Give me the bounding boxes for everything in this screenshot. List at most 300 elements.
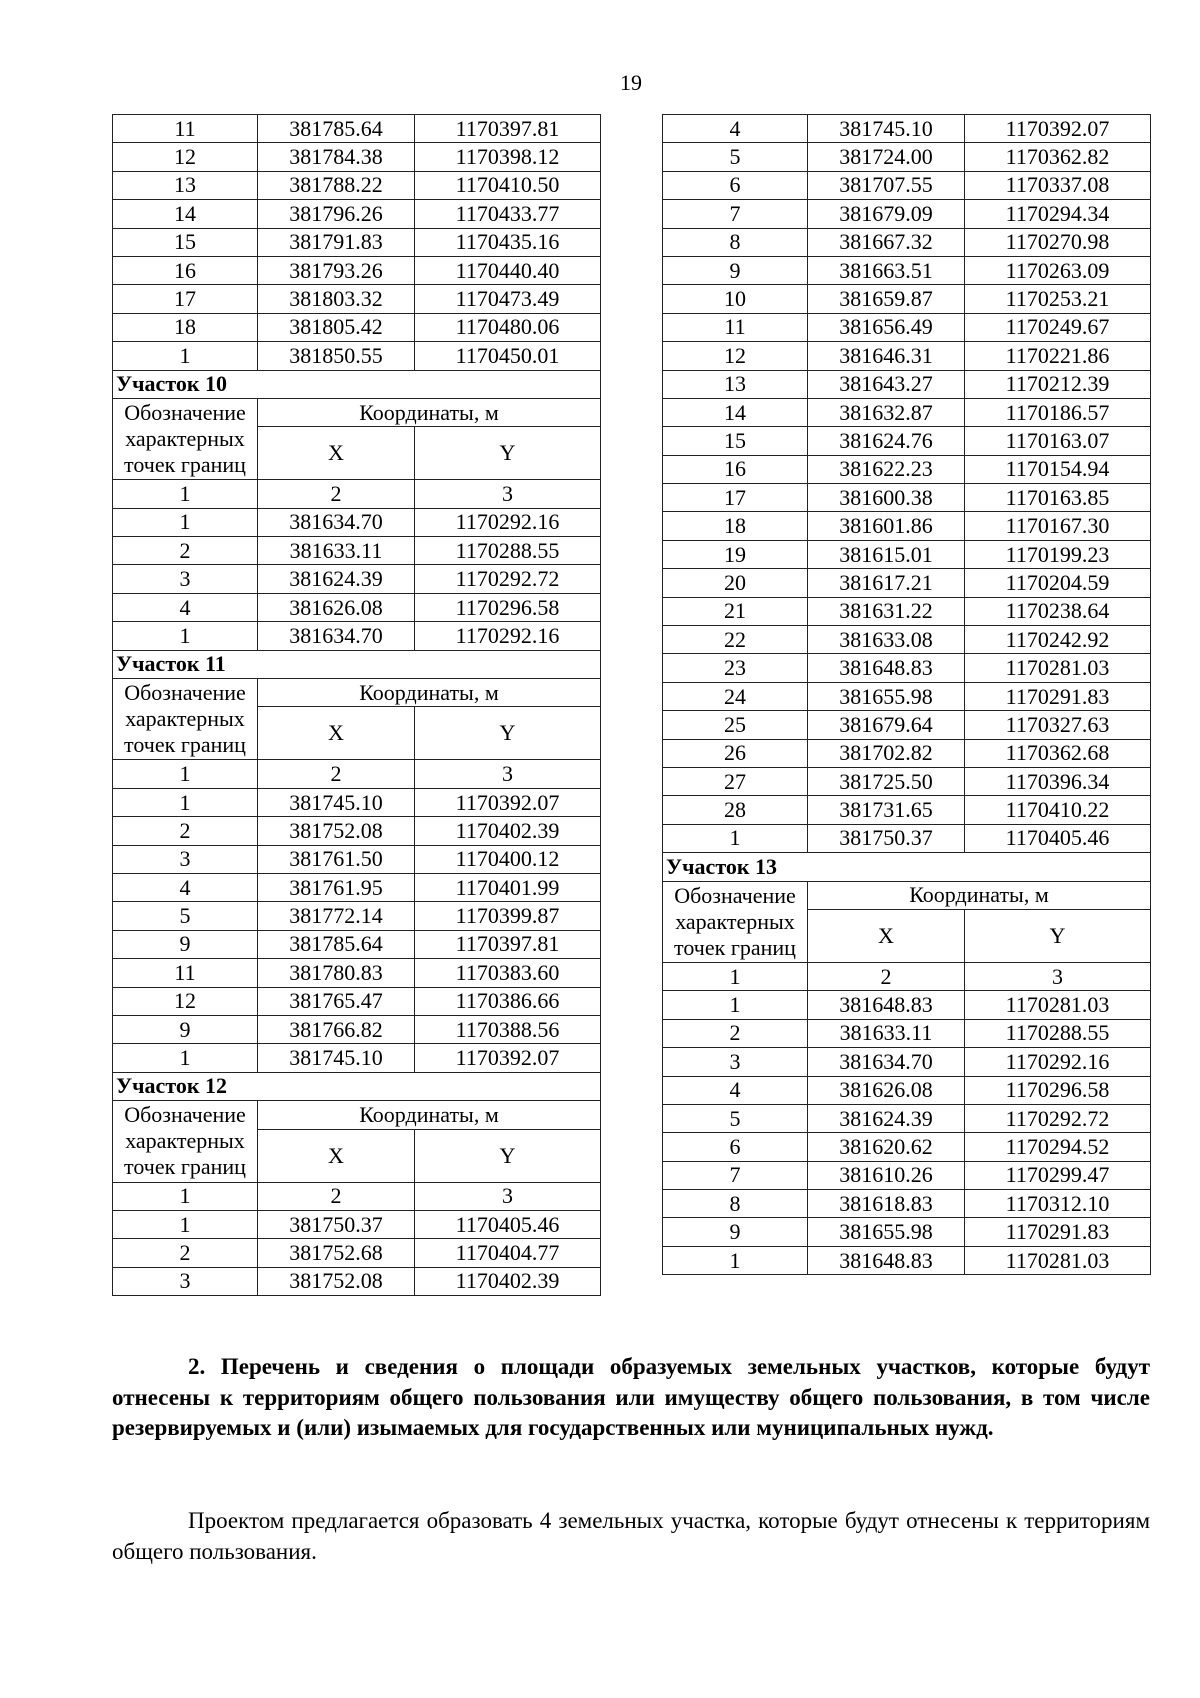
point-id: 4 (113, 593, 258, 621)
point-id: 12 (113, 987, 258, 1015)
table-row (113, 342, 601, 370)
y-coordinate: 1170435.16 (415, 228, 601, 256)
y-coordinate: 1170299.47 (965, 1161, 1151, 1189)
x-coordinate: 381601.86 (808, 512, 965, 540)
point-id: 9 (663, 256, 808, 284)
header-row (663, 881, 1151, 909)
x-coordinate: 381752.68 (258, 1239, 415, 1267)
column-number: 2 (258, 480, 415, 508)
y-coordinate: 1170362.82 (965, 143, 1151, 171)
table-row (113, 1267, 601, 1295)
y-coordinate: 1170296.58 (415, 593, 601, 621)
point-id: 9 (113, 1015, 258, 1043)
y-coordinate: 1170392.07 (415, 1044, 601, 1072)
x-coordinate: 381656.49 (808, 313, 965, 341)
table-row (113, 930, 601, 958)
x-coordinate: 381667.32 (808, 228, 965, 256)
y-coordinate: 1170204.59 (965, 569, 1151, 597)
y-coordinate: 1170410.50 (415, 171, 601, 199)
table-row (113, 593, 601, 621)
point-id: 21 (663, 597, 808, 625)
x-coordinate: 381805.42 (258, 313, 415, 341)
y-coordinate: 1170362.68 (965, 739, 1151, 767)
point-id: 13 (113, 171, 258, 199)
x-coordinate: 381750.37 (258, 1210, 415, 1238)
y-coordinate: 1170410.22 (965, 796, 1151, 824)
y-coordinate: 1170163.07 (965, 427, 1151, 455)
x-coordinate: 381624.39 (808, 1104, 965, 1132)
x-coordinate: 381634.70 (808, 1048, 965, 1076)
table-row (663, 1104, 1151, 1132)
x-coordinate: 381622.23 (808, 455, 965, 483)
x-coordinate: 381725.50 (808, 767, 965, 795)
x-coordinate: 381620.62 (808, 1133, 965, 1161)
table-row (663, 626, 1151, 654)
point-id: 1 (663, 991, 808, 1019)
x-coordinate: 381788.22 (258, 171, 415, 199)
point-id: 18 (663, 512, 808, 540)
column-number: 3 (415, 480, 601, 508)
y-coordinate: 1170270.98 (965, 228, 1151, 256)
table-row (663, 398, 1151, 426)
table-row (663, 824, 1151, 852)
y-coordinate: 1170440.40 (415, 256, 601, 284)
column-number: 1 (113, 1182, 258, 1210)
coordinates-table-left (112, 114, 601, 1296)
point-id: 3 (113, 565, 258, 593)
y-coordinate: 1170292.72 (415, 565, 601, 593)
table-row (663, 256, 1151, 284)
x-coordinate: 381600.38 (808, 484, 965, 512)
point-id: 16 (663, 455, 808, 483)
table-row (663, 455, 1151, 483)
table-row (663, 1076, 1151, 1104)
x-coordinate: 381633.11 (258, 537, 415, 565)
table-row (663, 1218, 1151, 1246)
x-header: X (258, 707, 415, 760)
point-id: 23 (663, 654, 808, 682)
x-coordinate: 381648.83 (808, 1246, 965, 1274)
table-row (663, 512, 1151, 540)
table-row (663, 1161, 1151, 1189)
y-coordinate: 1170253.21 (965, 285, 1151, 313)
x-coordinate: 381702.82 (808, 739, 965, 767)
x-coordinate: 381679.09 (808, 200, 965, 228)
point-id: 1 (113, 342, 258, 370)
point-id: 15 (113, 228, 258, 256)
point-id: 2 (113, 817, 258, 845)
column-number-row (113, 760, 601, 788)
y-coordinate: 1170402.39 (415, 817, 601, 845)
point-id: 22 (663, 626, 808, 654)
y-coordinate: 1170292.16 (965, 1048, 1151, 1076)
column-number: 3 (415, 760, 601, 788)
x-coordinate: 381745.10 (258, 788, 415, 816)
x-coordinate: 381634.70 (258, 508, 415, 536)
header-row (113, 1101, 601, 1129)
point-id: 2 (113, 1239, 258, 1267)
header-row (113, 398, 601, 426)
x-header: X (808, 909, 965, 962)
column-number-row (113, 480, 601, 508)
x-coordinate: 381761.50 (258, 845, 415, 873)
x-coordinate: 381724.00 (808, 143, 965, 171)
section-heading: 2. Перечень и сведения о площади образуемых земельных участков, которые будут отнесены к территориям общего пользования или имуществу общего пользования, в том числе резервируемых и (или) изымаемых для государственных или муниципальных нужд. (112, 1354, 1150, 1440)
point-id: 1 (663, 1246, 808, 1274)
point-id: 1 (113, 1210, 258, 1238)
y-coordinate: 1170263.09 (965, 256, 1151, 284)
y-coordinate: 1170294.34 (965, 200, 1151, 228)
table-row (663, 1246, 1151, 1274)
coordinates-table-right (662, 114, 1151, 1275)
point-id: 12 (113, 143, 258, 171)
table-row (113, 171, 601, 199)
y-coordinate: 1170404.77 (415, 1239, 601, 1267)
x-coordinate: 381731.65 (808, 796, 965, 824)
y-coordinate: 1170154.94 (965, 455, 1151, 483)
table-row (113, 873, 601, 901)
point-id: 17 (663, 484, 808, 512)
y-coordinate: 1170292.16 (415, 508, 601, 536)
column-number: 2 (258, 760, 415, 788)
table-row (113, 788, 601, 816)
point-id: 5 (113, 902, 258, 930)
designation-header: Обозначение характерных точек границ (113, 398, 258, 479)
section-title: Участок 13 (663, 853, 1151, 881)
x-coordinate: 381766.82 (258, 1015, 415, 1043)
table-row (663, 711, 1151, 739)
x-coordinate: 381631.22 (808, 597, 965, 625)
table-row (113, 115, 601, 143)
coordinates-header: Координаты, м (258, 679, 601, 707)
y-coordinate: 1170292.72 (965, 1104, 1151, 1132)
table-row (113, 285, 601, 313)
point-id: 20 (663, 569, 808, 597)
point-id: 9 (663, 1218, 808, 1246)
point-id: 15 (663, 427, 808, 455)
section-title: Участок 10 (113, 370, 601, 398)
x-coordinate: 381752.08 (258, 1267, 415, 1295)
column-number: 3 (415, 1182, 601, 1210)
table-row (113, 622, 601, 650)
designation-header: Обозначение характерных точек границ (113, 679, 258, 760)
y-coordinate: 1170433.77 (415, 200, 601, 228)
x-coordinate: 381626.08 (808, 1076, 965, 1104)
x-coordinate: 381646.31 (808, 342, 965, 370)
point-id: 9 (113, 930, 258, 958)
table-row (113, 565, 601, 593)
point-id: 1 (113, 622, 258, 650)
y-coordinate: 1170405.46 (965, 824, 1151, 852)
table-row (663, 200, 1151, 228)
y-coordinate: 1170281.03 (965, 991, 1151, 1019)
x-coordinate: 381615.01 (808, 540, 965, 568)
y-coordinate: 1170288.55 (415, 537, 601, 565)
point-id: 24 (663, 682, 808, 710)
section-title: Участок 11 (113, 650, 601, 678)
x-coordinate: 381659.87 (808, 285, 965, 313)
x-coordinate: 381793.26 (258, 256, 415, 284)
table-row (663, 427, 1151, 455)
point-id: 11 (113, 115, 258, 143)
point-id: 4 (113, 873, 258, 901)
x-coordinate: 381633.08 (808, 626, 965, 654)
point-id: 8 (663, 228, 808, 256)
x-coordinate: 381648.83 (808, 654, 965, 682)
designation-header: Обозначение характерных точек границ (113, 1101, 258, 1182)
body-paragraph: Проектом предлагается образовать 4 земельных участка, которые будут отнесены к территориям общего пользования. (112, 1508, 1150, 1564)
y-coordinate: 1170212.39 (965, 370, 1151, 398)
column-number: 1 (663, 962, 808, 990)
page-number: 19 (620, 70, 642, 95)
table-row (663, 370, 1151, 398)
table-row (113, 845, 601, 873)
x-coordinate: 381617.21 (808, 569, 965, 597)
point-id: 2 (663, 1019, 808, 1047)
y-coordinate: 1170167.30 (965, 512, 1151, 540)
x-coordinate: 381633.11 (808, 1019, 965, 1047)
header-row (113, 679, 601, 707)
section-title-row (113, 370, 601, 398)
y-coordinate: 1170288.55 (965, 1019, 1151, 1047)
x-coordinate: 381780.83 (258, 959, 415, 987)
y-coordinate: 1170199.23 (965, 540, 1151, 568)
x-coordinate: 381750.37 (808, 824, 965, 852)
point-id: 11 (663, 313, 808, 341)
y-coordinate: 1170249.67 (965, 313, 1151, 341)
table-row (663, 115, 1151, 143)
y-coordinate: 1170296.58 (965, 1076, 1151, 1104)
table-row (113, 1239, 601, 1267)
section-title: Участок 12 (113, 1072, 601, 1100)
x-coordinate: 381785.64 (258, 930, 415, 958)
column-number: 1 (113, 760, 258, 788)
table-row (113, 959, 601, 987)
y-header: Y (965, 909, 1151, 962)
table-row (113, 313, 601, 341)
y-coordinate: 1170238.64 (965, 597, 1151, 625)
x-coordinate: 381648.83 (808, 991, 965, 1019)
y-coordinate: 1170383.60 (415, 959, 601, 987)
table-row (663, 682, 1151, 710)
y-coordinate: 1170242.92 (965, 626, 1151, 654)
x-coordinate: 381643.27 (808, 370, 965, 398)
x-coordinate: 381655.98 (808, 682, 965, 710)
y-coordinate: 1170398.12 (415, 143, 601, 171)
table-row (663, 285, 1151, 313)
column-number: 2 (258, 1182, 415, 1210)
x-coordinate: 381791.83 (258, 228, 415, 256)
y-coordinate: 1170221.86 (965, 342, 1151, 370)
x-coordinate: 381663.51 (808, 256, 965, 284)
x-coordinate: 381772.14 (258, 902, 415, 930)
point-id: 4 (663, 115, 808, 143)
y-coordinate: 1170327.63 (965, 711, 1151, 739)
point-id: 25 (663, 711, 808, 739)
table-row (663, 228, 1151, 256)
y-coordinate: 1170291.83 (965, 1218, 1151, 1246)
table-row (663, 654, 1151, 682)
table-row (663, 569, 1151, 597)
point-id: 19 (663, 540, 808, 568)
x-coordinate: 381679.64 (808, 711, 965, 739)
x-coordinate: 381803.32 (258, 285, 415, 313)
y-coordinate: 1170399.87 (415, 902, 601, 930)
column-number: 2 (808, 962, 965, 990)
x-coordinate: 381610.26 (808, 1161, 965, 1189)
coordinates-header: Координаты, м (258, 398, 601, 426)
x-coordinate: 381624.39 (258, 565, 415, 593)
y-coordinate: 1170473.49 (415, 285, 601, 313)
x-coordinate: 381634.70 (258, 622, 415, 650)
y-coordinate: 1170397.81 (415, 115, 601, 143)
table-row (663, 143, 1151, 171)
x-coordinate: 381626.08 (258, 593, 415, 621)
y-coordinate: 1170397.81 (415, 930, 601, 958)
point-id: 27 (663, 767, 808, 795)
table-row (113, 902, 601, 930)
column-number: 3 (965, 962, 1151, 990)
table-row (663, 796, 1151, 824)
table-row (113, 1015, 601, 1043)
point-id: 7 (663, 200, 808, 228)
y-coordinate: 1170291.83 (965, 682, 1151, 710)
point-id: 6 (663, 1133, 808, 1161)
x-coordinate: 381785.64 (258, 115, 415, 143)
x-coordinate: 381752.08 (258, 817, 415, 845)
point-id: 10 (663, 285, 808, 313)
table-row (663, 540, 1151, 568)
point-id: 1 (113, 508, 258, 536)
table-row (113, 537, 601, 565)
point-id: 16 (113, 256, 258, 284)
x-coordinate: 381745.10 (808, 115, 965, 143)
point-id: 5 (663, 143, 808, 171)
x-coordinate: 381761.95 (258, 873, 415, 901)
table-row (663, 1019, 1151, 1047)
y-coordinate: 1170400.12 (415, 845, 601, 873)
table-row (663, 739, 1151, 767)
table-row (113, 987, 601, 1015)
table-row (113, 1210, 601, 1238)
designation-header: Обозначение характерных точек границ (663, 881, 808, 962)
y-coordinate: 1170388.56 (415, 1015, 601, 1043)
point-id: 4 (663, 1076, 808, 1104)
y-coordinate: 1170281.03 (965, 1246, 1151, 1274)
point-id: 26 (663, 739, 808, 767)
y-coordinate: 1170396.34 (965, 767, 1151, 795)
y-coordinate: 1170186.57 (965, 398, 1151, 426)
table-row (113, 1044, 601, 1072)
table-row (663, 991, 1151, 1019)
x-coordinate: 381618.83 (808, 1190, 965, 1218)
x-coordinate: 381784.38 (258, 143, 415, 171)
point-id: 13 (663, 370, 808, 398)
table-row (113, 200, 601, 228)
column-number-row (663, 962, 1151, 990)
point-id: 1 (113, 1044, 258, 1072)
table-row (663, 1133, 1151, 1161)
point-id: 8 (663, 1190, 808, 1218)
y-coordinate: 1170163.85 (965, 484, 1151, 512)
y-coordinate: 1170402.39 (415, 1267, 601, 1295)
x-coordinate: 381745.10 (258, 1044, 415, 1072)
point-id: 14 (663, 398, 808, 426)
point-id: 12 (663, 342, 808, 370)
point-id: 2 (113, 537, 258, 565)
y-coordinate: 1170450.01 (415, 342, 601, 370)
point-id: 28 (663, 796, 808, 824)
y-coordinate: 1170281.03 (965, 654, 1151, 682)
point-id: 3 (113, 845, 258, 873)
y-header: Y (415, 427, 601, 480)
table-row (663, 484, 1151, 512)
y-coordinate: 1170386.66 (415, 987, 601, 1015)
x-header: X (258, 1129, 415, 1182)
y-coordinate: 1170312.10 (965, 1190, 1151, 1218)
table-row (663, 342, 1151, 370)
y-header: Y (415, 707, 601, 760)
x-coordinate: 381624.76 (808, 427, 965, 455)
y-coordinate: 1170337.08 (965, 171, 1151, 199)
column-number: 1 (113, 480, 258, 508)
table-row (113, 256, 601, 284)
y-coordinate: 1170292.16 (415, 622, 601, 650)
point-id: 1 (663, 824, 808, 852)
x-coordinate: 381707.55 (808, 171, 965, 199)
point-id: 14 (113, 200, 258, 228)
table-row (113, 508, 601, 536)
table-row (663, 597, 1151, 625)
x-coordinate: 381850.55 (258, 342, 415, 370)
section-title-row (113, 1072, 601, 1100)
y-coordinate: 1170401.99 (415, 873, 601, 901)
x-header: X (258, 427, 415, 480)
y-coordinate: 1170480.06 (415, 313, 601, 341)
table-row (663, 1190, 1151, 1218)
x-coordinate: 381655.98 (808, 1218, 965, 1246)
y-coordinate: 1170392.07 (965, 115, 1151, 143)
x-coordinate: 381765.47 (258, 987, 415, 1015)
y-coordinate: 1170405.46 (415, 1210, 601, 1238)
y-coordinate: 1170392.07 (415, 788, 601, 816)
point-id: 1 (113, 788, 258, 816)
y-coordinate: 1170294.52 (965, 1133, 1151, 1161)
column-number-row (113, 1182, 601, 1210)
point-id: 11 (113, 959, 258, 987)
y-header: Y (415, 1129, 601, 1182)
table-row (113, 228, 601, 256)
section-title-row (113, 650, 601, 678)
table-row (663, 171, 1151, 199)
x-coordinate: 381796.26 (258, 200, 415, 228)
point-id: 18 (113, 313, 258, 341)
point-id: 3 (113, 1267, 258, 1295)
table-row (663, 1048, 1151, 1076)
table-row (113, 143, 601, 171)
section-title-row (663, 853, 1151, 881)
coordinates-header: Координаты, м (808, 881, 1151, 909)
table-row (663, 313, 1151, 341)
table-row (663, 767, 1151, 795)
x-coordinate: 381632.87 (808, 398, 965, 426)
point-id: 3 (663, 1048, 808, 1076)
point-id: 5 (663, 1104, 808, 1132)
point-id: 6 (663, 171, 808, 199)
table-row (113, 817, 601, 845)
coordinates-header: Координаты, м (258, 1101, 601, 1129)
point-id: 7 (663, 1161, 808, 1189)
